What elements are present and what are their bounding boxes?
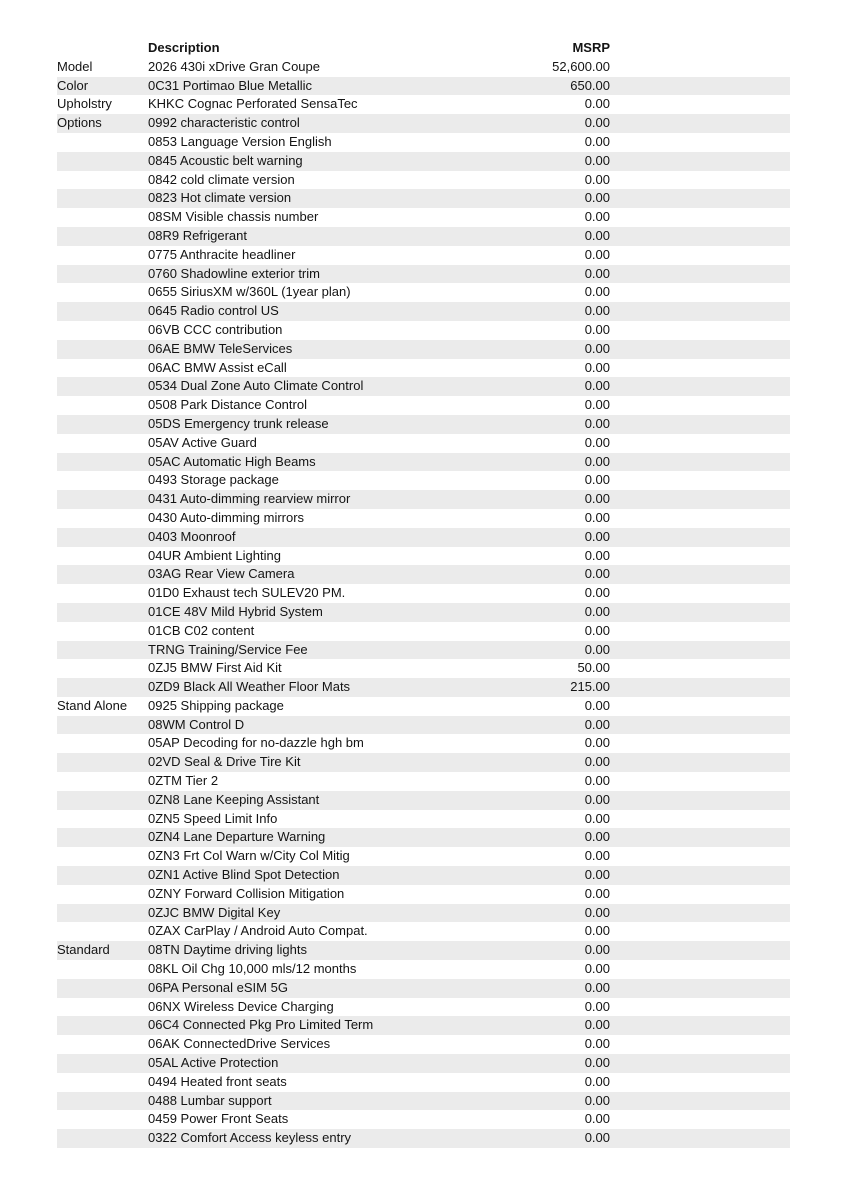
row-category xyxy=(57,1016,148,1035)
row-msrp: 0.00 xyxy=(584,1036,610,1052)
row-category: Model xyxy=(57,58,93,74)
row-msrp: 0.00 xyxy=(440,377,610,396)
table-row xyxy=(57,960,790,979)
row-category xyxy=(57,885,148,904)
row-spacer xyxy=(610,152,790,171)
row-description: 0842 cold climate version xyxy=(148,171,295,187)
row-spacer xyxy=(610,283,790,302)
table-row xyxy=(57,697,790,716)
table-row xyxy=(57,866,790,885)
row-description: 0403 Moonroof xyxy=(148,528,440,547)
row-category xyxy=(57,340,148,359)
row-category xyxy=(57,1035,148,1054)
row-spacer xyxy=(610,321,790,340)
row-description: 01CE 48V Mild Hybrid System xyxy=(148,603,440,622)
row-category xyxy=(57,641,148,660)
row-description: 08WM Control D xyxy=(148,716,440,735)
row-spacer xyxy=(610,453,790,472)
table-row xyxy=(57,1110,790,1129)
row-spacer xyxy=(610,565,790,584)
row-description: 0459 Power Front Seats xyxy=(148,1111,289,1127)
row-msrp: 0.00 xyxy=(440,1092,610,1111)
table-row xyxy=(57,547,790,566)
row-description: 0760 Shadowline exterior trim xyxy=(148,265,440,284)
row-spacer xyxy=(610,133,790,152)
table-row xyxy=(57,791,790,810)
row-msrp: 0.00 xyxy=(440,1129,610,1148)
row-spacer xyxy=(610,791,790,810)
row-spacer xyxy=(610,302,790,321)
row-spacer xyxy=(610,641,790,660)
row-category: Options xyxy=(57,114,148,133)
row-category xyxy=(57,678,148,697)
row-description: 0494 Heated front seats xyxy=(148,1073,287,1089)
row-msrp: 0.00 xyxy=(584,810,610,826)
row-msrp: 0.00 xyxy=(584,585,610,601)
row-category: Stand Alone xyxy=(57,697,128,713)
row-spacer xyxy=(610,828,790,847)
table-header-row xyxy=(57,39,790,58)
row-description: 0ZN1 Active Blind Spot Detection xyxy=(148,866,440,885)
row-category xyxy=(57,1129,148,1148)
row-description: 0ZJC BMW Digital Key xyxy=(148,904,440,923)
table-row xyxy=(57,283,790,302)
row-category xyxy=(57,528,148,547)
table-row xyxy=(57,152,790,171)
table-body xyxy=(57,58,790,1148)
row-description: 0853 Language Version English xyxy=(148,133,332,149)
row-category xyxy=(57,904,148,923)
row-category xyxy=(57,246,148,265)
row-description: 0ZJ5 BMW First Aid Kit xyxy=(148,660,282,676)
row-description: 02VD Seal & Drive Tire Kit xyxy=(148,753,440,772)
row-description: 05AP Decoding for no-dazzle hgh bm xyxy=(148,735,364,751)
table-row xyxy=(57,922,790,941)
row-msrp: 0.00 xyxy=(584,1073,610,1089)
row-spacer xyxy=(610,509,790,528)
table-row xyxy=(57,471,790,490)
row-spacer xyxy=(610,603,790,622)
row-spacer xyxy=(610,265,790,284)
row-category xyxy=(57,810,148,829)
row-spacer xyxy=(610,810,790,829)
table-row xyxy=(57,114,790,133)
row-category xyxy=(57,922,148,941)
table-row xyxy=(57,584,790,603)
row-msrp: 0.00 xyxy=(440,302,610,321)
row-msrp: 0.00 xyxy=(440,753,610,772)
row-msrp: 0.00 xyxy=(440,152,610,171)
row-description: 06NX Wireless Device Charging xyxy=(148,998,334,1014)
table-row xyxy=(57,133,790,152)
row-spacer xyxy=(610,716,790,735)
row-description: 0508 Park Distance Control xyxy=(148,397,307,413)
table-row xyxy=(57,847,790,866)
row-category xyxy=(57,979,148,998)
row-description: 0925 Shipping package xyxy=(148,697,284,713)
row-description: 01CB C02 content xyxy=(148,622,255,638)
row-category xyxy=(57,716,148,735)
row-description: 0ZNY Forward Collision Mitigation xyxy=(148,885,345,901)
row-description: 0ZTM Tier 2 xyxy=(148,773,219,789)
row-msrp: 215.00 xyxy=(440,678,610,697)
row-msrp: 0.00 xyxy=(440,490,610,509)
row-spacer xyxy=(610,528,790,547)
row-category xyxy=(57,377,148,396)
table-row xyxy=(57,340,790,359)
row-description: 0431 Auto-dimming rearview mirror xyxy=(148,490,440,509)
row-msrp: 0.00 xyxy=(440,189,610,208)
table-row xyxy=(57,189,790,208)
row-spacer xyxy=(610,171,790,190)
row-category: Color xyxy=(57,77,148,96)
row-description: 06AC BMW Assist eCall xyxy=(148,359,287,375)
row-msrp: 0.00 xyxy=(440,603,610,622)
row-category xyxy=(57,302,148,321)
row-msrp: 0.00 xyxy=(440,828,610,847)
row-description: 03AG Rear View Camera xyxy=(148,565,440,584)
row-msrp: 0.00 xyxy=(440,979,610,998)
row-category xyxy=(57,734,148,753)
row-spacer xyxy=(610,753,790,772)
row-category: Upholstry xyxy=(57,96,112,112)
row-msrp: 0.00 xyxy=(584,209,610,225)
row-category xyxy=(57,415,148,434)
table-row xyxy=(57,95,790,114)
row-description: 0775 Anthracite headliner xyxy=(148,246,296,262)
row-msrp: 0.00 xyxy=(584,171,610,187)
table-row xyxy=(57,904,790,923)
row-msrp: 0.00 xyxy=(584,885,610,901)
row-spacer xyxy=(610,340,790,359)
row-category xyxy=(57,490,148,509)
row-description: 0655 SiriusXM w/360L (1year plan) xyxy=(148,284,351,300)
table-row xyxy=(57,434,790,453)
row-spacer xyxy=(610,885,790,904)
row-msrp: 52,600.00 xyxy=(552,58,610,74)
row-description: 0534 Dual Zone Auto Climate Control xyxy=(148,377,440,396)
row-msrp: 0.00 xyxy=(584,998,610,1014)
row-spacer xyxy=(610,77,790,96)
row-spacer xyxy=(610,904,790,923)
row-category xyxy=(57,396,148,415)
row-category xyxy=(57,960,148,979)
table-row xyxy=(57,77,790,96)
table-row xyxy=(57,810,790,829)
row-description: 0823 Hot climate version xyxy=(148,189,440,208)
table-row xyxy=(57,453,790,472)
table-row xyxy=(57,359,790,378)
row-description: 06C4 Connected Pkg Pro Limited Term xyxy=(148,1016,440,1035)
row-spacer xyxy=(610,922,790,941)
row-category: Standard xyxy=(57,941,148,960)
row-msrp: 0.00 xyxy=(440,866,610,885)
row-description: 0ZN3 Frt Col Warn w/City Col Mitig xyxy=(148,848,350,864)
row-msrp: 0.00 xyxy=(584,509,610,525)
row-category xyxy=(57,659,148,678)
row-msrp: 0.00 xyxy=(440,453,610,472)
row-description: 0488 Lumbar support xyxy=(148,1092,440,1111)
row-spacer xyxy=(610,246,790,265)
row-msrp: 0.00 xyxy=(440,528,610,547)
row-spacer xyxy=(610,941,790,960)
row-category xyxy=(57,1110,148,1129)
row-msrp: 0.00 xyxy=(440,791,610,810)
row-spacer xyxy=(610,1073,790,1092)
row-msrp: 0.00 xyxy=(584,848,610,864)
row-spacer xyxy=(610,377,790,396)
table-row xyxy=(57,734,790,753)
row-description: 05AL Active Protection xyxy=(148,1054,440,1073)
row-category xyxy=(57,208,148,227)
row-description: 0430 Auto-dimming mirrors xyxy=(148,509,305,525)
row-msrp: 0.00 xyxy=(440,1016,610,1035)
row-category xyxy=(57,283,148,302)
row-msrp: 0.00 xyxy=(440,265,610,284)
table-row xyxy=(57,1073,790,1092)
row-msrp: 0.00 xyxy=(584,321,610,337)
row-spacer xyxy=(610,1092,790,1111)
row-description: 0992 characteristic control xyxy=(148,114,440,133)
row-msrp: 0.00 xyxy=(440,904,610,923)
table-row xyxy=(57,377,790,396)
table-row xyxy=(57,490,790,509)
row-description: 06AE BMW TeleServices xyxy=(148,340,440,359)
row-category xyxy=(57,547,148,566)
row-spacer xyxy=(610,659,790,678)
table-row xyxy=(57,772,790,791)
table-row xyxy=(57,58,790,77)
table-row xyxy=(57,227,790,246)
row-description: KHKC Cognac Perforated SensaTec xyxy=(148,96,358,112)
row-spacer xyxy=(610,584,790,603)
row-msrp: 0.00 xyxy=(584,359,610,375)
row-msrp: 0.00 xyxy=(440,941,610,960)
table-row xyxy=(57,1016,790,1035)
row-spacer xyxy=(610,95,790,114)
category-column-header xyxy=(57,39,148,58)
row-description: 0322 Comfort Access keyless entry xyxy=(148,1129,440,1148)
row-spacer xyxy=(610,547,790,566)
row-spacer xyxy=(610,58,790,77)
table-row xyxy=(57,509,790,528)
table-row xyxy=(57,208,790,227)
row-spacer xyxy=(610,697,790,716)
row-description: 06VB CCC contribution xyxy=(148,321,283,337)
row-spacer xyxy=(610,114,790,133)
row-category xyxy=(57,753,148,772)
row-category xyxy=(57,227,148,246)
row-spacer xyxy=(610,960,790,979)
row-description: 0845 Acoustic belt warning xyxy=(148,152,440,171)
description-column-header: Description xyxy=(148,40,220,55)
row-spacer xyxy=(610,434,790,453)
table-row xyxy=(57,302,790,321)
row-description: 01D0 Exhaust tech SULEV20 PM. xyxy=(148,585,346,601)
row-category xyxy=(57,321,148,340)
row-category xyxy=(57,866,148,885)
row-category xyxy=(57,847,148,866)
row-spacer xyxy=(610,1016,790,1035)
row-msrp: 0.00 xyxy=(584,773,610,789)
row-msrp: 0.00 xyxy=(584,622,610,638)
table-row xyxy=(57,828,790,847)
table-row xyxy=(57,396,790,415)
row-spacer xyxy=(610,866,790,885)
row-msrp: 0.00 xyxy=(440,340,610,359)
row-category xyxy=(57,189,148,208)
row-spacer xyxy=(610,189,790,208)
row-category xyxy=(57,171,148,190)
table-row xyxy=(57,265,790,284)
table-row xyxy=(57,528,790,547)
row-msrp: 0.00 xyxy=(440,641,610,660)
row-description: 05AC Automatic High Beams xyxy=(148,453,440,472)
row-description: 06PA Personal eSIM 5G xyxy=(148,979,440,998)
row-spacer xyxy=(610,998,790,1017)
row-description: 05AV Active Guard xyxy=(148,434,257,450)
row-category xyxy=(57,265,148,284)
table-row xyxy=(57,641,790,660)
row-description: 05DS Emergency trunk release xyxy=(148,415,440,434)
table-row xyxy=(57,979,790,998)
row-description: 0ZN8 Lane Keeping Assistant xyxy=(148,791,440,810)
row-description: 08SM Visible chassis number xyxy=(148,209,319,225)
row-msrp: 50.00 xyxy=(577,660,610,676)
row-msrp: 0.00 xyxy=(584,96,610,112)
row-description: 0493 Storage package xyxy=(148,472,279,488)
row-spacer xyxy=(610,208,790,227)
row-spacer xyxy=(610,979,790,998)
row-description: 0ZD9 Black All Weather Floor Mats xyxy=(148,678,440,697)
row-description: 08TN Daytime driving lights xyxy=(148,941,440,960)
table-row xyxy=(57,1054,790,1073)
row-msrp: 0.00 xyxy=(584,472,610,488)
row-msrp: 0.00 xyxy=(584,434,610,450)
row-msrp: 0.00 xyxy=(584,397,610,413)
options-table xyxy=(57,39,790,1148)
row-spacer xyxy=(610,471,790,490)
row-spacer xyxy=(610,772,790,791)
table-row xyxy=(57,171,790,190)
table-row xyxy=(57,941,790,960)
row-category xyxy=(57,133,148,152)
row-spacer xyxy=(610,1054,790,1073)
row-category xyxy=(57,622,148,641)
row-description: 0ZN4 Lane Departure Warning xyxy=(148,828,440,847)
row-category xyxy=(57,1054,148,1073)
row-description: 0645 Radio control US xyxy=(148,302,440,321)
row-msrp: 650.00 xyxy=(440,77,610,96)
row-description: 0ZN5 Speed Limit Info xyxy=(148,810,278,826)
table-row xyxy=(57,1092,790,1111)
table-row xyxy=(57,1129,790,1148)
row-msrp: 0.00 xyxy=(440,1054,610,1073)
table-row xyxy=(57,659,790,678)
row-category xyxy=(57,791,148,810)
row-description: 2026 430i xDrive Gran Coupe xyxy=(148,58,320,74)
row-msrp: 0.00 xyxy=(584,697,610,713)
row-msrp: 0.00 xyxy=(584,133,610,149)
table-row xyxy=(57,622,790,641)
table-row xyxy=(57,678,790,697)
row-category xyxy=(57,1073,148,1092)
row-description: 06AK ConnectedDrive Services xyxy=(148,1036,331,1052)
table-row xyxy=(57,1035,790,1054)
row-description: 08KL Oil Chg 10,000 mls/12 months xyxy=(148,961,357,977)
row-spacer xyxy=(610,227,790,246)
row-category xyxy=(57,434,148,453)
row-spacer xyxy=(610,622,790,641)
row-msrp: 0.00 xyxy=(440,415,610,434)
row-category xyxy=(57,453,148,472)
table-row xyxy=(57,415,790,434)
row-category xyxy=(57,509,148,528)
row-category xyxy=(57,772,148,791)
row-spacer xyxy=(610,1110,790,1129)
row-spacer xyxy=(610,734,790,753)
row-msrp: 0.00 xyxy=(584,1111,610,1127)
row-msrp: 0.00 xyxy=(440,565,610,584)
row-spacer xyxy=(610,678,790,697)
row-description: 0C31 Portimao Blue Metallic xyxy=(148,77,440,96)
row-msrp: 0.00 xyxy=(440,114,610,133)
row-category xyxy=(57,828,148,847)
row-spacer xyxy=(610,1035,790,1054)
row-category xyxy=(57,1092,148,1111)
row-category xyxy=(57,998,148,1017)
row-msrp: 0.00 xyxy=(584,923,610,939)
row-category xyxy=(57,471,148,490)
row-spacer xyxy=(610,847,790,866)
row-spacer xyxy=(610,415,790,434)
table-row xyxy=(57,603,790,622)
msrp-column-header: MSRP xyxy=(572,40,610,55)
table-row xyxy=(57,753,790,772)
row-category xyxy=(57,565,148,584)
row-msrp: 0.00 xyxy=(584,961,610,977)
row-description: 08R9 Refrigerant xyxy=(148,227,440,246)
row-msrp: 0.00 xyxy=(584,547,610,563)
row-category xyxy=(57,584,148,603)
row-msrp: 0.00 xyxy=(584,735,610,751)
table-row xyxy=(57,998,790,1017)
row-msrp: 0.00 xyxy=(440,716,610,735)
row-msrp: 0.00 xyxy=(584,284,610,300)
row-description: 0ZAX CarPlay / Android Auto Compat. xyxy=(148,923,368,939)
row-description: 04UR Ambient Lighting xyxy=(148,547,281,563)
row-category xyxy=(57,152,148,171)
spacer-column-header xyxy=(610,39,790,58)
row-spacer xyxy=(610,359,790,378)
row-description: TRNG Training/Service Fee xyxy=(148,641,440,660)
row-category xyxy=(57,603,148,622)
row-spacer xyxy=(610,1129,790,1148)
row-spacer xyxy=(610,396,790,415)
table-row xyxy=(57,565,790,584)
row-msrp: 0.00 xyxy=(584,246,610,262)
table-row xyxy=(57,246,790,265)
row-msrp: 0.00 xyxy=(440,227,610,246)
row-category xyxy=(57,359,148,378)
table-row xyxy=(57,321,790,340)
table-row xyxy=(57,716,790,735)
row-spacer xyxy=(610,490,790,509)
table-row xyxy=(57,885,790,904)
